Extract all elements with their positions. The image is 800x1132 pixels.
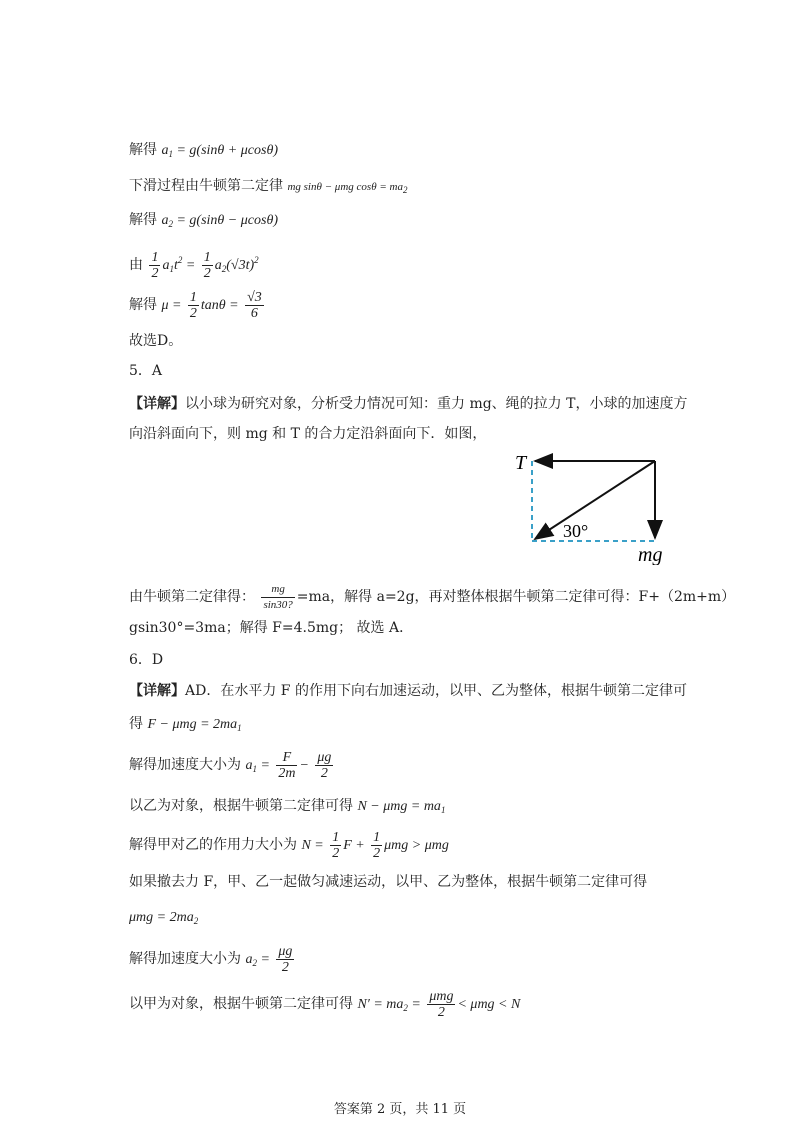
q6-jia: 以甲为对象，根据牛顿第二定律可得 $N' = ma_2$ = $\frac{\text{μmg}}{2}$ < μmg < N [129, 988, 521, 1020]
text-acc: 解得加速度大小为 [129, 757, 241, 773]
eq-mu-result: 解得 μ = $\frac{1}{2}$ tanθ = $\frac{√3}{6}$ [129, 289, 262, 321]
detail-tag: 【详解】 [129, 683, 185, 699]
fraction-half: $\frac{1}{2}$ [189, 289, 197, 321]
text-jiede: 解得 [129, 212, 157, 228]
eq-a2-result [129, 210, 278, 234]
q5-result-line: gsin30°=3ma；解得 F=4.5mg； 故选 A． [129, 620, 414, 636]
q5-text1: 以小球为研究对象，分析受力情况可知：重力 mg、绳的拉力 T，小球的加速度方 [185, 396, 688, 412]
formula-a1: $a_1 = g(\sin\theta + \mu\cos\theta)$ [161, 143, 279, 159]
fraction-f-2m: $\frac{F}{2m}$ [278, 749, 296, 781]
page-footer: 答案第 2 页，共 11 页 [333, 1102, 467, 1117]
text-acc2: 解得加速度大小为 [129, 951, 241, 967]
fraction-sqrt3-6: $\frac{√3}{6}$ [247, 289, 262, 321]
detail-tag: 【详解】 [129, 396, 185, 412]
text-yi: 以乙为对象，根据牛顿第二定律可得 [129, 798, 353, 814]
answer-d: 故选D。 [129, 333, 183, 349]
text-jia: 以甲为对象，根据牛顿第二定律可得 [129, 996, 353, 1012]
text-jiede: 解得 [129, 297, 157, 313]
q5-newton-line [129, 580, 735, 614]
q6-acc2: 解得加速度大小为 $a_2$ = $\frac{\mu g}{2}$ [129, 943, 293, 975]
formula-newton-down: mg sinθ − μmg $\cos\theta = ma_2$ [287, 181, 408, 195]
fraction-half: $\frac{1}{2}$ [373, 829, 381, 861]
formula-a2: $a_2 = g(\sin\theta - \mu\cos\theta)$ [161, 213, 279, 229]
q6-remove: 如果撤去力 F，甲、乙一起做匀减速运动，以甲、乙为整体，根据牛顿第二定律可得 [129, 874, 648, 890]
text-newton: 由牛顿第二定律得： [129, 589, 255, 605]
eq-distance: 由 $\frac{1}{2}$ $a_1t^2$ = $\frac{1}{2}$ $a_2(√3t)^2$ [129, 249, 259, 281]
force-diagram [505, 445, 685, 565]
q6-force: 解得甲对乙的作用力大小为 N = $\frac{1}{2}$ F + $\frac{1}{2}$ μmg > μmg [129, 829, 449, 861]
label-t: T [515, 452, 527, 474]
text-jiede: 解得 [129, 142, 157, 158]
question-6-heading: 6．D [129, 652, 164, 668]
fraction-mg-sin30: $\frac{mg}{\sin 30?}$ [263, 582, 293, 611]
q6-text1: AD．在水平力 F 的作用下向右加速运动，以甲、乙为整体，根据牛顿第二定律可 [185, 683, 687, 699]
fraction-half: $\frac{1}{2}$ [203, 249, 211, 281]
text-newton-post: =ma，解得 a=2g，再对整体根据牛顿第二定律可得：F+（2m+m） [296, 589, 736, 605]
fraction-ug-2: $\frac{\mu g}{2}$ [278, 943, 293, 975]
label-mg: mg [638, 544, 663, 565]
eq-downslide [129, 176, 407, 200]
q5-detail-line1 [129, 394, 687, 414]
eq-a1-result [129, 140, 278, 164]
q6-eq2: $\mu mg = 2ma_2$ [129, 910, 199, 926]
question-5-heading: 5．A [129, 363, 163, 379]
q6-acc1: 解得加速度大小为 $a_1$ = $\frac{F}{2m}$ − $\frac{\mu g}{2}$ [129, 749, 332, 781]
q6-yi: 以乙为对象，根据牛顿第二定律可得 $N - \mu mg = ma_1$ [129, 798, 446, 815]
resultant-arrow [535, 461, 655, 539]
label-angle: 30° [563, 521, 589, 541]
q6-eq1: 得 $F - \mu mg = 2ma_1$ [129, 716, 242, 733]
text-force: 解得甲对乙的作用力大小为 [129, 837, 297, 853]
text-you: 由 [129, 257, 143, 273]
fraction-umg-2: $\frac{\text{μmg}}{2}$ [429, 988, 454, 1020]
q5-detail-line2: 向沿斜面向下，则 mg 和 T 的合力定沿斜面向下．如图， [129, 426, 487, 442]
text-downslide: 下滑过程由牛顿第二定律 [129, 178, 283, 194]
fraction-half: $\frac{1}{2}$ [332, 829, 340, 861]
fraction-half: $\frac{1}{2}$ [151, 249, 159, 281]
q6-detail-line1 [129, 681, 687, 701]
fraction-ug-2: $\frac{\mu g}{2}$ [317, 749, 332, 781]
text-de: 得 [129, 716, 143, 732]
